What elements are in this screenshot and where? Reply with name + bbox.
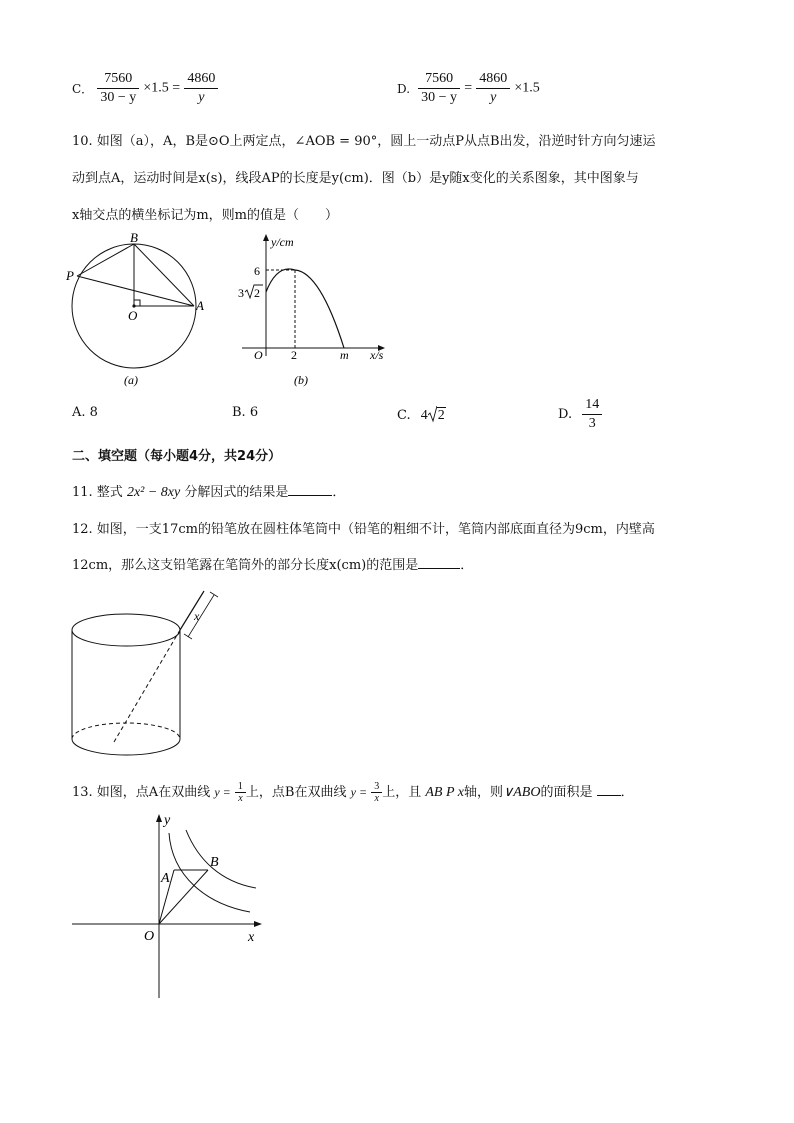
q12-label-x: x: [194, 609, 200, 623]
q12-dim-line: [188, 595, 214, 637]
q11-suffix: 分解因式的结果是: [184, 485, 289, 500]
q10-option-d-fraction: [582, 396, 602, 433]
q10-graph-x2: 2: [291, 348, 297, 362]
q13-label-a: A: [161, 871, 170, 886]
q10-graph-origin: O: [254, 348, 263, 362]
q13-answer-blank[interactable]: [597, 783, 621, 796]
q13-label-x: x: [248, 930, 255, 945]
q10-option-d-label: D.: [558, 407, 573, 422]
q13-eq1-num: 1: [235, 781, 246, 793]
q9-c-mid: ×1.5 =: [143, 80, 181, 96]
q10-graph-y-arrow: [263, 234, 269, 241]
q10-option-c-label: C.: [397, 408, 411, 423]
q9-c-rhs-den: y: [198, 90, 205, 105]
q9-option-c-label: C．: [72, 82, 94, 96]
q13-part1: 13. 如图，点A在双曲线: [72, 785, 211, 800]
q13-eq2-den: x: [374, 793, 379, 804]
q10-figure-b: [232, 230, 396, 390]
q13-label-b: B: [210, 855, 219, 870]
q9-d-mid: =: [464, 80, 473, 96]
q10-option-d-den: 3: [588, 416, 596, 431]
q10-option-c[interactable]: [397, 405, 446, 424]
q13-eq1-lhs: y =: [214, 785, 231, 799]
q10-graph-ylabel: y/cm: [271, 235, 294, 249]
q11-expr: 2x² − 8xy: [126, 485, 181, 500]
q10-caption-b: (b): [294, 373, 308, 387]
q10-graph-y6: 6: [254, 264, 260, 278]
q13-condition: AB P x: [425, 785, 464, 800]
q9-c-rhs-fraction: [184, 70, 218, 107]
q12-text-line1: 12. 如图，一支17cm的铅笔放在圆柱体笔筒中（铅笔的粗细不计，笔筒内部底面直径为9cm，内壁高: [72, 522, 655, 537]
q10-graph-xm: m: [340, 348, 349, 362]
q10-text-line3: x轴交点的横坐标记为m，则m的值是（ ）: [72, 208, 338, 223]
q12-dim-tick-top: [210, 592, 218, 597]
q10-text-line2: 动到点A，运动时间是x(s)，线段AP的长度是y(cm)．图（b）是y随x变化的关系图象，其中图象与: [72, 171, 639, 186]
q13-part3: 上，且: [382, 785, 422, 800]
q13-eq2-num: 3: [371, 781, 382, 793]
q10-label-p: P: [66, 268, 74, 283]
q9-c-rhs-num: 4860: [184, 70, 218, 89]
q12-text-line2-prefix: 12cm，那么这支铅笔露在笔筒外的部分长度x(cm)的范围是: [72, 558, 419, 573]
q11-line: [72, 481, 345, 501]
q10-option-d-num: 14: [582, 396, 602, 415]
q9-option-d[interactable]: [397, 70, 540, 112]
q13-figure-hyperbola: [66, 808, 276, 1000]
q11-answer-blank[interactable]: [288, 483, 332, 496]
q10-option-b[interactable]: B. 6: [232, 405, 259, 420]
section-2-title: 二、填空题（每小题4分，共24分）: [72, 449, 282, 464]
q13-label-y: y: [164, 813, 171, 828]
q9-c-lhs-num: 7560: [97, 70, 139, 89]
q12-cylinder-bottom-front: [72, 739, 180, 755]
q10-graph-y-root-arg: 2: [254, 286, 260, 300]
q12-dim-tick-bottom: [184, 634, 192, 639]
q13-line: [72, 775, 634, 809]
q10-label-b: B: [130, 230, 138, 245]
q9-option-d-label: D.: [397, 81, 411, 96]
q9-d-lhs-den: 30 − y: [421, 90, 458, 105]
q13-part5: 的面积是: [540, 785, 593, 800]
q12-cylinder-top: [72, 614, 180, 646]
q13-part4: 轴，则: [463, 785, 503, 800]
q10-option-d[interactable]: [558, 396, 602, 433]
q9-d-lhs-num: 7560: [418, 70, 460, 89]
q10-option-c-arg: 2: [437, 408, 445, 423]
q9-c-lhs-fraction: [97, 70, 139, 107]
q9-d-lhs-fraction: [418, 70, 460, 107]
q12-figure-cylinder: [66, 584, 236, 764]
q13-eq1-den: x: [238, 793, 243, 804]
q13-part2: 上，点B在双曲线: [245, 785, 347, 800]
q10-seg-pa: [77, 276, 194, 306]
q13-eq1-fraction: [235, 781, 246, 804]
q10-figure-a: [60, 230, 220, 390]
q13-triangle: ∨ABO: [503, 785, 541, 800]
q10-text-line1: 10. 如图（a），A，B是⊙O上两定点，∠AOB = 90°，圆上一动点P从点B出发，沿逆时针方向匀速运: [72, 134, 656, 149]
q9-d-rhs-fraction: [476, 70, 510, 107]
q12-answer-blank[interactable]: [418, 556, 460, 569]
q13-eq2-lhs: y =: [350, 785, 368, 799]
q10-graph-curve: [266, 269, 344, 348]
q10-graph-y-root-coef: 3: [238, 286, 244, 300]
q10-graph-xlabel: x/s: [370, 348, 384, 362]
q10-seg-ba: [134, 244, 194, 306]
q13-y-arrow: [156, 814, 162, 822]
q12-text-line2: [72, 554, 473, 573]
q10-label-a: A: [196, 298, 204, 313]
q13-label-o: O: [144, 929, 155, 944]
q10-label-o: O: [128, 308, 138, 323]
q10-option-c-coef: 4: [420, 408, 428, 423]
q9-d-rhs-den: y: [490, 90, 497, 105]
q9-c-lhs-den: 30 − y: [100, 90, 137, 105]
q10-caption-a: (a): [124, 373, 138, 387]
q13-eq2-fraction: [371, 781, 382, 804]
q10-seg-pb: [77, 244, 134, 276]
q13-curve-y3x: [186, 830, 256, 888]
q9-d-rhs-num: 4860: [476, 70, 510, 89]
q12-cylinder-bottom-back: [72, 723, 180, 739]
q13-end: ．: [620, 785, 634, 800]
q12-text-line2-end: ．: [460, 558, 474, 573]
q11-prefix: 11. 整式: [72, 485, 123, 500]
q11-end: ．: [332, 485, 346, 500]
q10-option-a[interactable]: A. 8: [72, 405, 98, 420]
q9-option-c[interactable]: [72, 70, 218, 112]
q12-pencil-inside: [114, 630, 180, 742]
q12-pencil-outside: [180, 591, 204, 630]
q10-option-c-radical-sign: [428, 405, 437, 423]
q13-x-arrow: [254, 921, 262, 927]
q9-d-tail: ×1.5: [514, 80, 540, 96]
